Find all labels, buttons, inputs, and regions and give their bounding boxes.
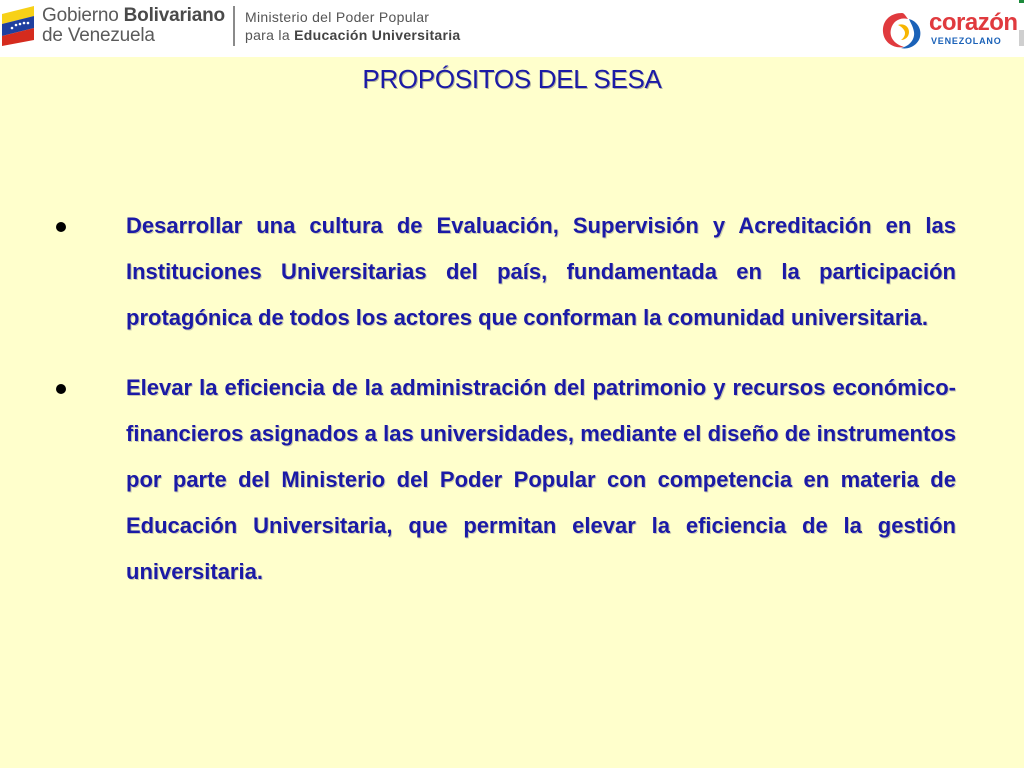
bullet-item	[56, 365, 956, 595]
corazon-subtitle: VENEZOLANO	[931, 36, 1002, 46]
slide-title: PROPÓSITOS DEL SESA	[362, 64, 662, 94]
header-bar	[0, 0, 1024, 57]
bullet-dot-icon	[56, 222, 66, 232]
bullet-dot-icon	[56, 384, 66, 394]
ministry-logotype	[245, 8, 461, 44]
government-logotype	[42, 6, 225, 46]
header-divider	[233, 6, 235, 46]
ministry-line-2: para la Educación Universitaria	[245, 27, 461, 43]
corazon-brand: corazón	[929, 9, 1018, 36]
government-line-1: Gobierno Bolivariano	[42, 5, 225, 26]
bullet-item	[56, 203, 956, 341]
corner-decoration-lower	[1019, 30, 1024, 46]
bullet-list	[56, 203, 956, 619]
corazon-swirl-icon	[879, 9, 925, 51]
bullet-text: Desarrollar una cultura de Evaluación, Supervisión y Acreditación en las Instituciones Universitarias del país, fundamentada en la participación protagónica de todos los actores que conforman la comunidad universitaria.	[126, 213, 956, 330]
venezuela-flag-icon	[0, 4, 38, 46]
corner-decoration	[1019, 0, 1024, 3]
ministry-line-1: Ministerio del Poder Popular	[245, 9, 430, 25]
government-line-2: de Venezuela	[42, 25, 155, 46]
bullet-text: Elevar la eficiencia de la administración del patrimonio y recursos económico-financieros asignados a las universidades, mediante el diseño de instrumentos por parte del Ministerio del Poder Popular con competencia en materia de Educación Universitaria, que permitan elevar la eficiencia de la gestión universitaria.	[126, 375, 956, 584]
